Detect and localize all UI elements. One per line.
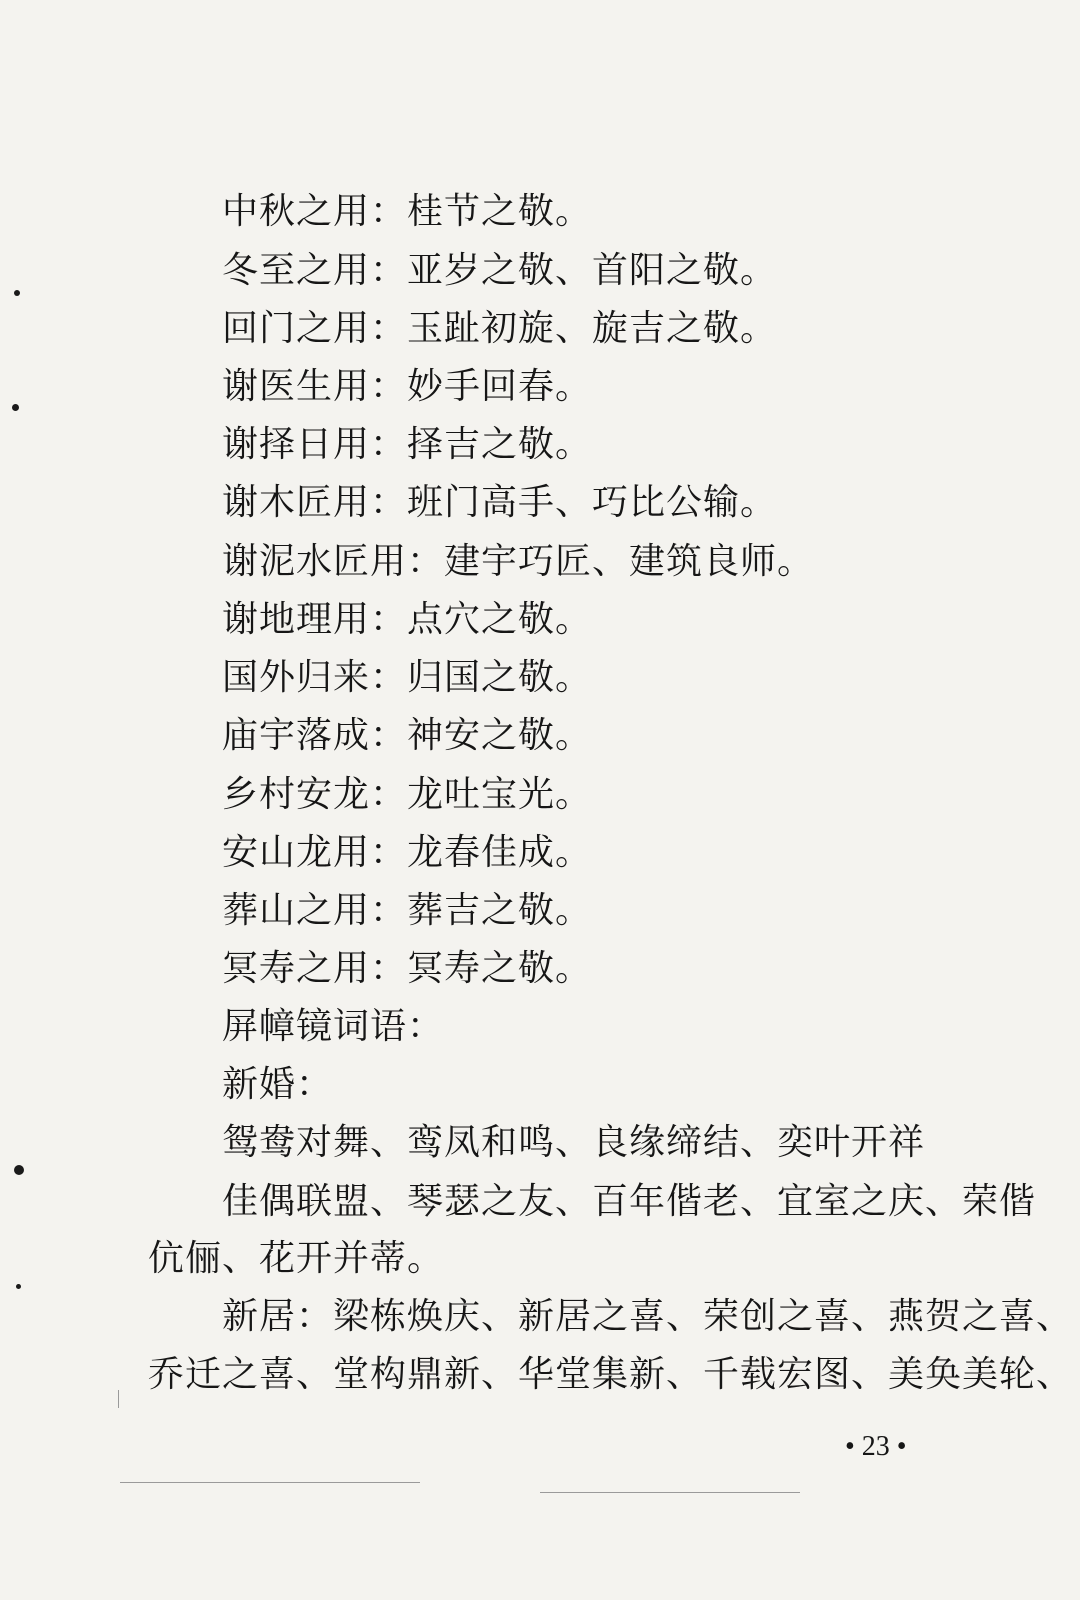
page-number: • 23 •: [845, 1431, 907, 1462]
scan-speck: [12, 404, 19, 411]
text-line-14: 冥寿之用：冥寿之敬。: [222, 948, 593, 989]
text-line-13: 葬山之用：葬吉之敬。: [222, 890, 593, 931]
text-line-8: 谢地理用：点穴之敬。: [222, 599, 593, 640]
scan-mark: [118, 1390, 119, 1408]
text-line-18: 佳偶联盟、琴瑟之友、百年偕老、宜室之庆、荣偕: [222, 1181, 1037, 1222]
text-line-2: 冬至之用：亚岁之敬、首阳之敬。: [222, 250, 778, 291]
text-line-15: 屏幛镜词语：: [222, 1006, 445, 1047]
text-line-1: 中秋之用：桂节之敬。: [222, 191, 593, 232]
text-line-3: 回门之用：玉趾初旋、旋吉之敬。: [222, 308, 778, 349]
scan-speck: [16, 1284, 21, 1289]
text-line-4: 谢医生用：妙手回春。: [222, 366, 593, 407]
text-line-6: 谢木匠用：班门高手、巧比公输。: [222, 482, 778, 523]
text-line-5: 谢择日用：择吉之敬。: [222, 424, 593, 465]
scan-speck: [14, 1165, 24, 1175]
text-line-16: 新婚：: [222, 1064, 334, 1105]
scan-speck: [14, 290, 20, 296]
text-line-9: 国外归来：归国之敬。: [222, 657, 593, 698]
text-line-20: 新居：梁栋焕庆、新居之喜、荣创之喜、燕贺之喜、: [222, 1296, 1074, 1337]
text-line-10: 庙宇落成：神安之敬。: [222, 715, 593, 756]
scan-mark: [120, 1482, 420, 1483]
text-line-7: 谢泥水匠用：建宇巧匠、建筑良师。: [222, 541, 815, 582]
text-line-21: 乔迁之喜、堂构鼎新、华堂集新、千载宏图、美奂美轮、: [148, 1354, 1074, 1395]
text-line-19: 伉俪、花开并蒂。: [148, 1238, 445, 1279]
text-line-11: 乡村安龙：龙吐宝光。: [222, 774, 593, 815]
text-line-17: 鸳鸯对舞、鸾凤和鸣、良缘缔结、奕叶开祥: [222, 1122, 926, 1163]
scan-mark: [540, 1492, 800, 1493]
text-line-12: 安山龙用：龙春佳成。: [222, 832, 593, 873]
